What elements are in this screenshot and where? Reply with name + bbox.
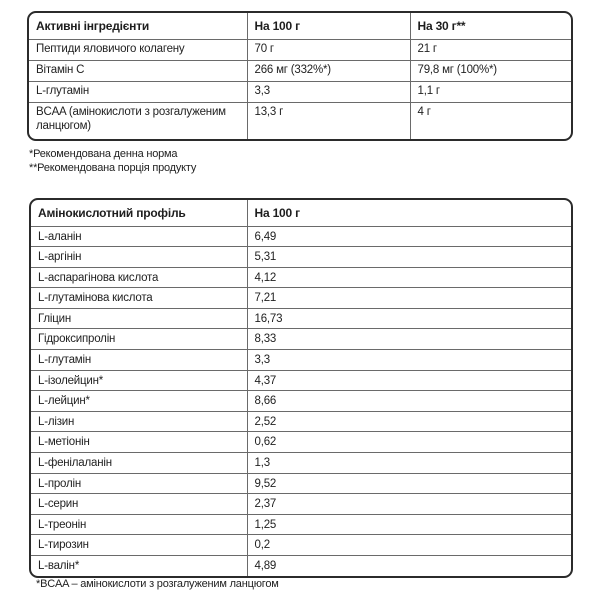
table-row [29,81,571,102]
amino-name: L-глутамін [31,350,247,371]
header-per-30g: На 30 г** [410,13,571,39]
ingredient-per-100g: 13,3 г [247,102,410,139]
table-row [31,432,571,453]
amino-name: Гліцин [31,308,247,329]
amino-value: 3,3 [247,350,571,371]
header-ingredients: Активні інгредієнти [29,13,247,39]
ingredient-per-100g: 70 г [247,39,410,60]
amino-value: 8,33 [247,329,571,350]
ingredient-name: L-глутамін [29,81,247,102]
amino-name: L-аланін [31,226,247,247]
footnote-serving: **Рекомендована порція продукту [29,162,197,174]
amino-value: 6,49 [247,226,571,247]
footnote-daily-norm: *Рекомендована денна норма [29,148,178,160]
amino-value: 1,3 [247,453,571,474]
amino-name: L-фенілаланін [31,453,247,474]
table-row [31,288,571,309]
table-row [31,556,571,577]
table-row [29,102,571,139]
amino-name: L-тирозин [31,535,247,556]
ingredient-name: Вітамін С [29,60,247,81]
ingredient-per-30g: 1,1 г [410,81,571,102]
amino-value: 0,62 [247,432,571,453]
amino-name: Гідроксипролін [31,329,247,350]
table-row [31,308,571,329]
table-row [31,226,571,247]
ingredient-name: BCAA (амінокислоти з розгалуженим ланцюгом) [29,102,247,139]
amino-name: L-глутамінова кислота [31,288,247,309]
amino-name: L-серин [31,494,247,515]
ingredient-per-30g: 79,8 мг (100%*) [410,60,571,81]
amino-value: 2,52 [247,411,571,432]
amino-value: 4,37 [247,370,571,391]
active-ingredients-table [27,11,573,141]
header-per-100g: На 100 г [247,200,571,226]
amino-name: L-валін* [31,556,247,577]
amino-value: 5,31 [247,247,571,268]
amino-acid-profile-table [29,198,573,578]
amino-value: 4,12 [247,267,571,288]
amino-name: L-лейцин* [31,391,247,412]
amino-name: L-пролін [31,473,247,494]
header-amino-profile: Амінокислотний профіль [31,200,247,226]
table-row [31,247,571,268]
table-row [31,350,571,371]
amino-name: L-аргінін [31,247,247,268]
table-row [29,60,571,81]
table-row [31,370,571,391]
amino-name: L-аспарагінова кислота [31,267,247,288]
footnotes [29,147,196,175]
amino-value: 0,2 [247,535,571,556]
amino-value: 1,25 [247,514,571,535]
amino-name: L-треонін [31,514,247,535]
table-row [29,39,571,60]
amino-value: 7,21 [247,288,571,309]
table-row [31,411,571,432]
amino-name: L-лізин [31,411,247,432]
header-per-100g: На 100 г [247,13,410,39]
table-row [31,267,571,288]
table-row [31,514,571,535]
amino-rows [31,226,571,576]
table-row [31,329,571,350]
table-header-row [31,200,571,226]
amino-value: 16,73 [247,308,571,329]
table-row [31,453,571,474]
amino-name: L-ізолейцин* [31,370,247,391]
amino-name: L-метіонін [31,432,247,453]
amino-value: 4,89 [247,556,571,577]
table-row [31,535,571,556]
ingredient-per-100g: 3,3 [247,81,410,102]
bcaa-note: *BCAA – амінокислоти з розгалуженим ланцюгом [36,578,279,590]
amino-value: 2,37 [247,494,571,515]
ingredient-per-30g: 21 г [410,39,571,60]
ingredient-per-30g: 4 г [410,102,571,139]
ingredient-name: Пептиди яловичого колагену [29,39,247,60]
table-header-row [29,13,571,39]
table-row [31,391,571,412]
ingredient-per-100g: 266 мг (332%*) [247,60,410,81]
amino-value: 9,52 [247,473,571,494]
table-row [31,494,571,515]
amino-value: 8,66 [247,391,571,412]
table-row [31,473,571,494]
